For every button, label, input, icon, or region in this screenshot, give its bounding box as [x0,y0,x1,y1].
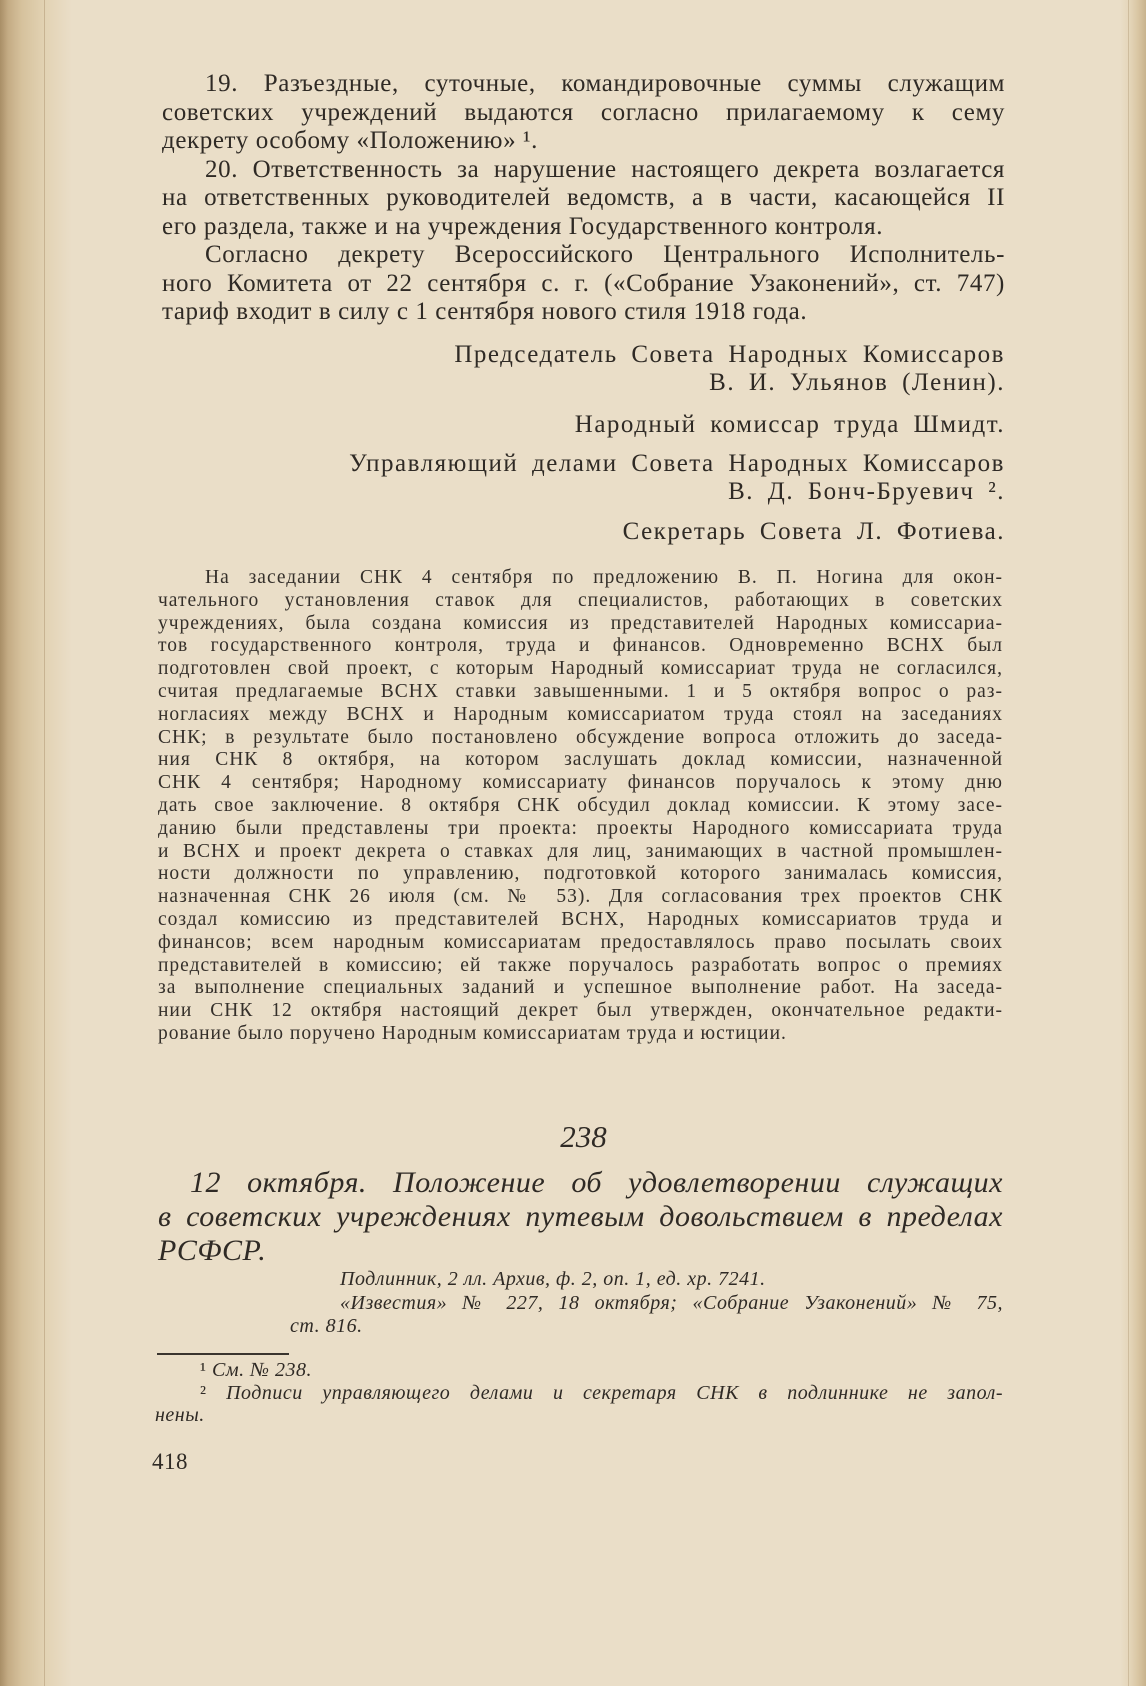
note-line: создал комиссию из представителей ВСНХ, Народных комиссариатов труда и [158,908,1003,930]
note-line: считая предлагаемые ВСНХ ставки завышенными. 1 и 5 октября вопрос о раз- [158,680,1003,702]
note-line: ности должности по управлению, подготовкой которого занималась комиссия, [158,863,1003,885]
footnote-marker: ² [200,1381,207,1404]
footnote-rule [157,1353,289,1355]
note-line: финансов; всем народным комиссариатам предоставлялось право посылать своих [158,931,1003,953]
source-line: ст. 816. [290,1315,363,1337]
title-line: 12 октября. Положение об удовлетворении служащих [190,1166,1003,1199]
footnote-1 [155,1359,1003,1382]
title-line: РСФСР. [158,1234,267,1267]
tariff-paragraph [162,241,1005,327]
note-line: учреждениях, была создана комиссия из представителей Народных комиссариа- [158,612,1003,634]
note-line: дать свое заключение. 8 октября СНК обсудил доклад комиссии. К этому засе- [158,794,1003,816]
body-line: 20. Ответственность за нарушение настоящего декрета возлагается [205,155,1005,183]
labor-commissar-signature: Народный комиссар труда Шмидт. [574,411,1005,438]
footnote-2 [155,1382,1003,1427]
footnote-text: См. № 238. [212,1359,312,1381]
footnote-text: Подписи управляющего делами и секретаря СНК в подлиннике не запол- [226,1381,1003,1404]
note-line: рование было поручено Народным комиссариатам труда и юстиции. [158,1022,787,1044]
note-line: ногласиях между ВСНХ и Народным комиссариатом труда стоял на заседаниях [158,703,1003,725]
paragraph-19 [162,70,1005,156]
note-line: и ВСНХ и проект декрета о ставках для лиц, занимающих в частной промышлен- [158,840,1003,862]
editorial-note [158,567,1003,1046]
body-line: 19. Разъездные, суточные, командировочные суммы служащим [205,70,1005,97]
body-line: советских учреждений выдаются согласно прилагаемому к сему [162,98,1005,126]
page-edge-line [1128,0,1129,1686]
body-line: декрету особому «Положению» ¹. [162,127,538,154]
footnote-line [155,1382,1003,1405]
secretary-signature: Секретарь Совета Л. Фотиева. [622,518,1005,545]
title-line: в советских учреждениях путевым довольствием в пределах [158,1200,1003,1233]
note-line: чательного установления ставок для специалистов, работающих в советских [158,589,1003,611]
decree-text [162,70,1005,327]
manager-title: Управляющий делами Совета Народных Комиссаров [349,450,1005,477]
footnotes [155,1359,1003,1427]
note-line: тов государственного контроля, труда и финансов. Одновременно ВСНХ был [158,635,1003,657]
footnote-line [155,1359,1003,1382]
source-line: «Известия» № 227, 18 октября; «Собрание Узаконений» № 75, [340,1291,1003,1314]
source-original [290,1268,1003,1292]
body-line: на ответственных руководителей ведомств, а в части, касающейся II [162,184,1005,211]
chairman-name: В. И. Ульянов (Ленин). [709,369,1005,396]
signature-block [162,341,1005,546]
note-line: за выполнение специальных заданий и успешное выполнение работ. На заседа- [158,977,1003,999]
body-line: Согласно декрету Всероссийского Центрального Исполнитель- [205,241,1005,268]
note-line: СНК 4 сентября; Народному комиссариату финансов поручалось к этому дню [158,772,1003,794]
note-line: ния СНК 8 октября, на котором заслушать доклад комиссии, назначенной [158,749,1003,771]
document-title [158,1166,1003,1268]
footnote-marker: ¹ [200,1359,207,1381]
binding-shadow-line [44,0,45,1686]
note-line: нии СНК 12 октября настоящий декрет был утвержден, окончательное редакти- [158,1000,1003,1022]
document-source [290,1268,1003,1339]
chairman-title: Председатель Совета Народных Комиссаров [454,341,1005,368]
note-line: назначенная СНК 26 июля (см. № 53). Для согласования трех проектов СНК [158,886,1003,908]
note-line: представителей в комиссию; ей также поручалось разработать вопрос о премиях [158,954,1003,976]
body-line: его раздела, также и на учреждения Государственного контроля. [162,212,884,240]
body-line: тариф входит в силу с 1 сентября нового стиля 1918 года. [162,298,808,325]
note-line: На заседании СНК 4 сентября по предложению В. П. Ногина для окон- [205,567,1003,588]
manager-name: В. Д. Бонч-Бруевич ². [728,478,1005,505]
footnote-line: нены. [155,1404,205,1426]
note-line: подготовлен свой проект, с которым Народный комиссариат труда не согласился, [158,658,1003,680]
paragraph-20 [162,156,1005,242]
note-line: СНК; в результате было постановлено обсуждение вопроса отложить до заседа- [158,726,1003,748]
page-number: 418 [152,1449,188,1474]
source-line: Подлинник, 2 лл. Архив, ф. 2, оп. 1, ед. хр. 7241. [340,1268,766,1290]
source-publications [290,1292,1003,1339]
body-line: ного Комитета от 22 сентября с. г. («Собрание Узаконений», ст. 747) [162,269,1005,297]
document-number: 238 [560,1119,607,1154]
note-line: данию были представлены три проекта: проекты Народного комиссариата труда [158,817,1003,839]
